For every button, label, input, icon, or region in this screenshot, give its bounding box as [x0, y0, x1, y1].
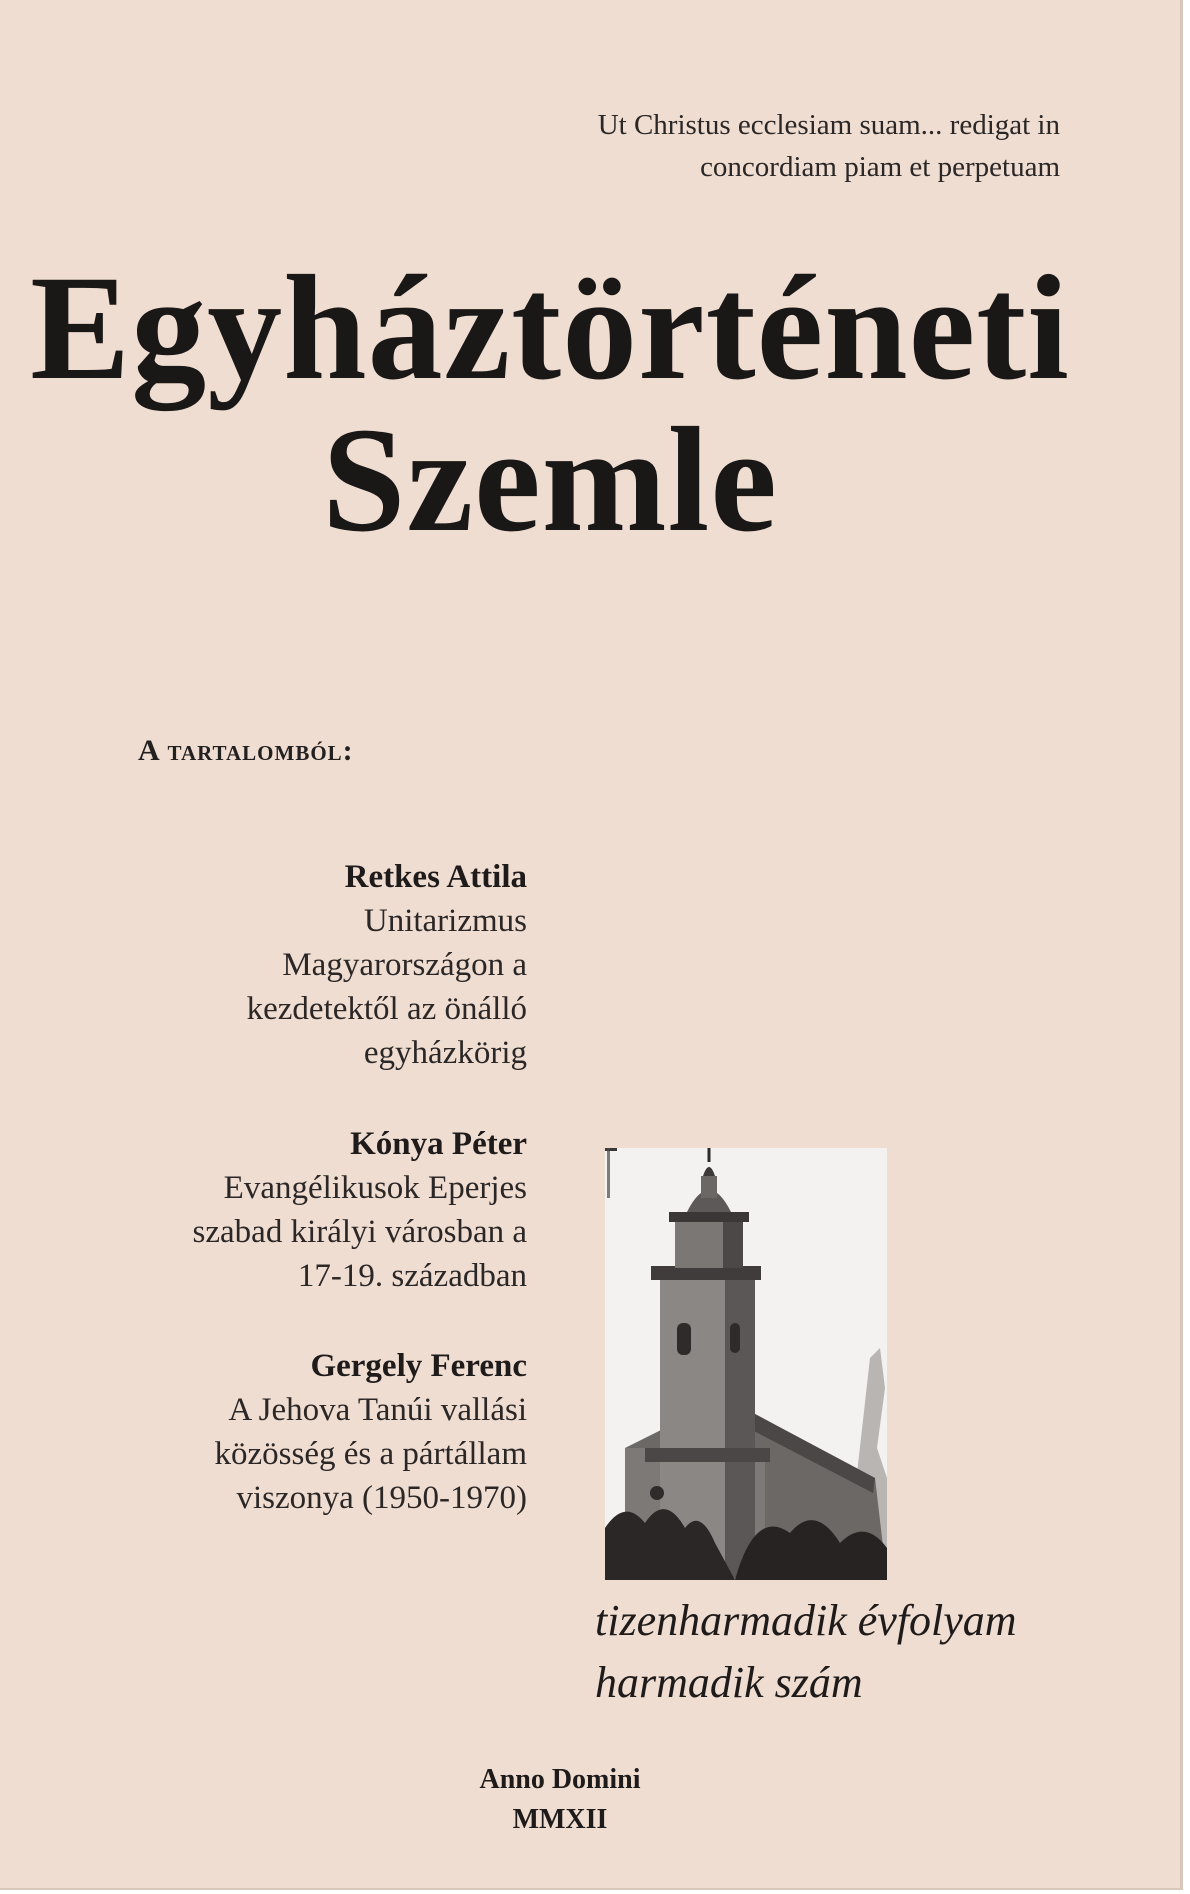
- issue-number: harmadik szám: [595, 1658, 863, 1707]
- article-title-line: egyházkörig: [363, 1035, 527, 1071]
- issue-volume: tizenharmadik évfolyam: [595, 1596, 1017, 1645]
- anno-domini-label: Anno Domini: [479, 1764, 641, 1795]
- toc-entry: [107, 855, 527, 1075]
- article-title-line: Unitarizmus: [363, 903, 527, 939]
- year-roman-numeral: MMXII: [512, 1804, 608, 1835]
- issue-info: [595, 1590, 1017, 1714]
- journal-title-line-2: Szemle: [322, 397, 778, 563]
- journal-title-line-1: Egyháztörténeti: [30, 245, 1070, 411]
- article-title-line: közösség és a pártállam: [214, 1436, 527, 1472]
- motto: [598, 104, 1060, 188]
- motto-line-2: concordiam piam et perpetuam: [700, 151, 1060, 183]
- contents-heading: [138, 734, 354, 768]
- contents-heading-initial: A: [138, 734, 160, 767]
- article-title-line: A Jehova Tanúi vallási: [228, 1392, 527, 1428]
- toc-entry: [107, 1344, 527, 1520]
- article-title-line: Evangélikusok Eperjes: [223, 1170, 527, 1206]
- toc-entry: [107, 1122, 527, 1298]
- church-tower-illustration: [605, 1148, 887, 1580]
- publication-year: [400, 1760, 720, 1840]
- article-title-line: Magyarországon a: [282, 947, 527, 983]
- motto-line-1: Ut Christus ecclesiam suam... redigat in: [597, 109, 1060, 141]
- contents-heading-rest: tartalomból:: [167, 734, 354, 767]
- article-author: Gergely Ferenc: [310, 1348, 527, 1384]
- article-title-line: viszonya (1950-1970): [236, 1480, 527, 1516]
- church-photo: [605, 1148, 887, 1580]
- article-title-line: kezdetektől az önálló: [246, 991, 527, 1027]
- article-author: Retkes Attila: [344, 859, 527, 895]
- article-author: Kónya Péter: [350, 1126, 527, 1162]
- article-title-line: szabad királyi városban a: [192, 1214, 527, 1250]
- article-title-line: 17-19. században: [297, 1258, 527, 1294]
